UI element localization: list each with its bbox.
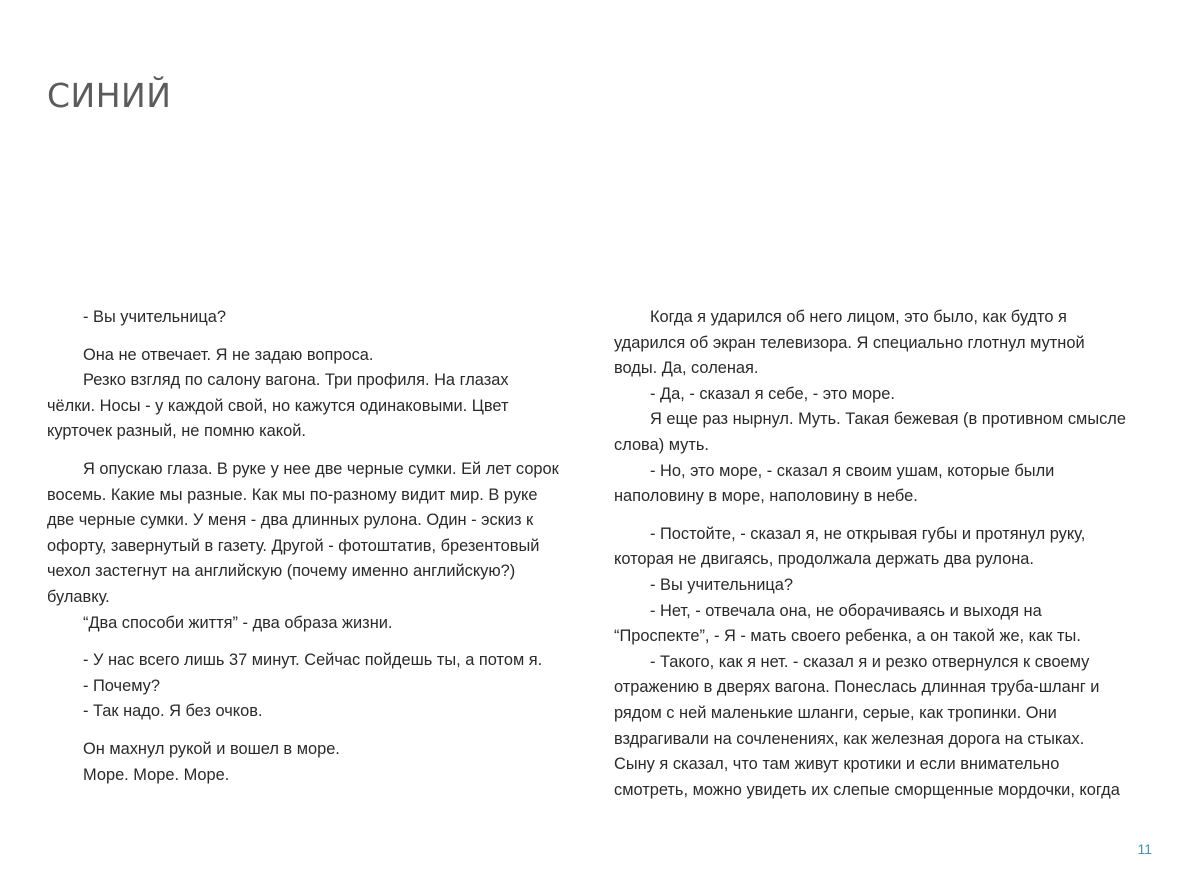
page-title: СИНИЙ [47, 76, 172, 115]
text-line: Сыну я сказал, что там живут кротики и если внимательно [614, 755, 1060, 774]
text-line: Море. Море. Море. [83, 765, 230, 784]
text-line: - Но, это море, - сказал я своим ушам, которые были [650, 461, 1055, 480]
text-line: - Так надо. Я без очков. [83, 702, 263, 721]
text-line: которая не двигаясь, продолжала держать два рулона. [614, 550, 1034, 569]
text-line: - Такого, как я нет. - сказал я и резко отвернулся к своему [650, 652, 1090, 671]
text-line: - У нас всего лишь 37 минут. Сейчас пойдешь ты, а потом я. [83, 651, 543, 670]
page-number: 11 [1137, 841, 1152, 857]
text-line: две черные сумки. У меня - два длинных рулона. Один - эскиз к [47, 511, 534, 530]
text-line: курточек разный, не помню какой. [47, 422, 306, 441]
text-line: Резко взгляд по салону вагона. Три профиля. На глазах [83, 371, 509, 390]
text-line: “Два способи життя” - два образа жизни. [83, 613, 393, 632]
paragraph-gap [614, 510, 1159, 522]
paragraph-gap [47, 331, 592, 343]
paragraph-gap [47, 636, 592, 648]
text-line: Когда я ударился об него лицом, это было, как будто я [650, 308, 1067, 326]
text-line: слова) муть. [614, 435, 709, 454]
text-line: смотреть, можно увидеть их слепые сморщенные мордочки, когда [614, 780, 1120, 799]
left-text-column [47, 305, 592, 788]
text-line: восемь. Какие мы разные. Как мы по-разному видит мир. В руке [47, 485, 538, 504]
paragraph-gap [47, 725, 592, 737]
text-line: рядом с ней маленькие шланги, серые, как тропинки. Они [614, 703, 1057, 722]
text-line: - Вы учительница? [650, 575, 793, 594]
text-line: чёлки. Носы - у каждой свой, но кажутся одинаковыми. Цвет [47, 396, 509, 415]
text-line: Я опускаю глаза. В руке у нее две черные сумки. Ей лет сорок [83, 459, 559, 478]
text-line: офорту, завернутый в газету. Другой - фотоштатив, брезентовый [47, 536, 540, 555]
text-line: - Почему? [83, 676, 160, 695]
text-line: Она не отвечает. Я не задаю вопроса. [83, 345, 374, 364]
right-text-column [614, 305, 1159, 803]
text-line: вздрагивали на сочленениях, как железная дорога на стыках. [614, 729, 1085, 748]
text-line: ударился об экран телевизора. Я специально глотнул мутной [614, 333, 1085, 352]
text-line: - Постойте, - сказал я, не открывая губы и протянул руку, [650, 524, 1086, 543]
text-line: Он махнул рукой и вошел в море. [83, 739, 340, 758]
text-line: Я еще раз нырнул. Муть. Такая бежевая (в противном смысле [650, 410, 1126, 429]
text-line: “Проспекте”, - Я - мать своего ребенка, а он такой же, как ты. [614, 627, 1081, 646]
text-line: чехол застегнут на английскую (почему именно английскую?) [47, 562, 516, 581]
text-line: булавку. [47, 587, 110, 606]
text-line: воды. Да, соленая. [614, 359, 759, 378]
text-line: наполовину в море, наполовину в небе. [614, 487, 918, 506]
text-line: - Да, - сказал я себе, - это море. [650, 384, 895, 403]
text-line: отражению в дверях вагона. Понеслась длинная труба-шланг и [614, 678, 1100, 697]
text-line: - Вы учительница? [83, 308, 226, 326]
paragraph-gap [47, 445, 592, 457]
text-line: - Нет, - отвечала она, не оборачиваясь и выходя на [650, 601, 1042, 620]
